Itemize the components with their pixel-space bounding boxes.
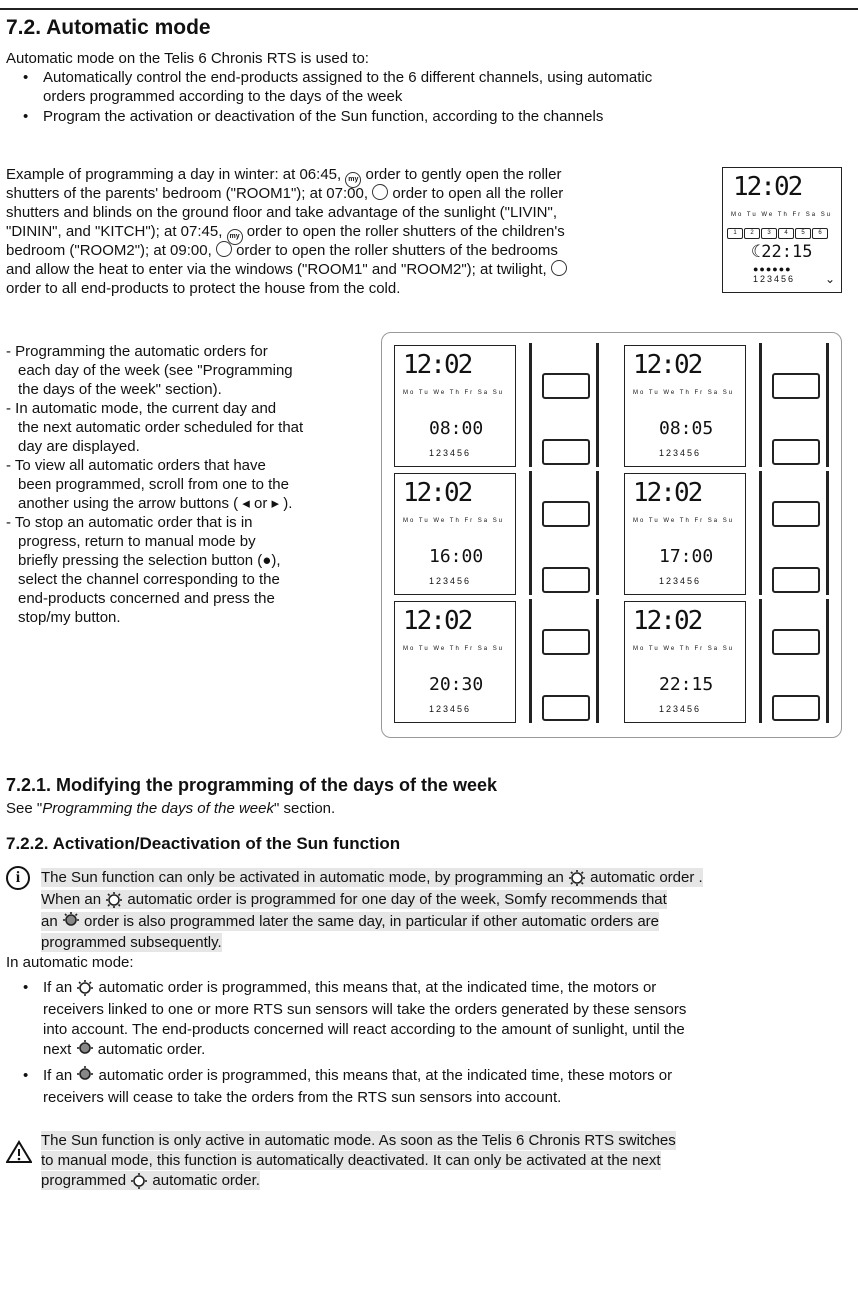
note-line: briefly pressing the selection button (●), (18, 552, 281, 569)
lcd-dots: ●●●●●● (753, 264, 792, 274)
screen-order-time: 08:00 (429, 418, 484, 439)
remote-hand-illustration (759, 343, 829, 467)
channel-tab: 2 (744, 228, 760, 239)
bullet-1-line1: Automatically control the end-products assigned to the 6 different channels, using automatic (43, 69, 653, 86)
chevron-down-icon: ⌄ (824, 272, 835, 286)
lcd-sub-value: 22:15 (761, 242, 813, 262)
info-text: an (41, 913, 58, 930)
display-screen (394, 601, 516, 723)
remote-button (772, 439, 820, 465)
example-line-3: shutters and blinds on the ground floor and take advantage of the sunlight ("LIVIN", (6, 204, 558, 221)
s721-post: " section. (273, 800, 336, 817)
ex-text: order to gently open the roller (365, 166, 562, 183)
info-text: When an (41, 891, 102, 908)
warning-icon (6, 1140, 32, 1164)
display-screen (394, 473, 516, 595)
channel-tab: 6 (812, 228, 828, 239)
s722-bullet-1-line1: • If an automatic order is programmed, this means that, at the indicated time, the motors or (23, 979, 657, 996)
remote-button (772, 501, 820, 527)
ex-text: order to open the roller shutters of the bedrooms (236, 242, 558, 259)
section-title: 7.2. Automatic mode (6, 16, 211, 39)
example-line-6 (6, 260, 567, 279)
screen-time: 12:02 (403, 606, 472, 636)
in-auto-label: In automatic mode: (6, 954, 134, 971)
s722-bullet-1-line4 (43, 1040, 205, 1059)
info-text: order is also programmed later the same day, in particular if other automatic orders are (84, 913, 660, 930)
b2-text: If an (43, 1067, 73, 1084)
down-circle-icon (551, 260, 567, 276)
sun-off-icon (62, 912, 80, 930)
note-line: the days of the week" section). (18, 381, 222, 398)
sun-on-icon (568, 868, 586, 886)
sun-on-icon (105, 890, 123, 908)
screen-channels: 123456 (429, 576, 472, 586)
screen-channels: 123456 (429, 704, 472, 714)
screen-time: 12:02 (633, 606, 702, 636)
subsection-title-722: 7.2.2. Activation/Deactivation of the Sun function (6, 834, 401, 853)
sun-off-icon (76, 1040, 94, 1058)
b1-text: automatic order is programmed, this means that, at the indicated time, the motors or (98, 979, 657, 996)
lcd-channel-row (727, 228, 828, 239)
bullet-1: • Automatically control the end-products assigned to the 6 different channels, using automatic (23, 69, 653, 86)
note-line: each day of the week (see "Programming (18, 362, 293, 379)
remote-hand-illustration (529, 599, 599, 723)
remote-hand-illustration (759, 599, 829, 723)
info-icon: i (6, 866, 30, 890)
screen-days: Mo Tu We Th Fr Sa Su (633, 390, 735, 396)
up-circle-icon (216, 241, 232, 257)
lcd-display-example (722, 167, 842, 293)
remote-button (772, 373, 820, 399)
info-line-1 (41, 868, 703, 887)
channel-tab: 4 (778, 228, 794, 239)
screen-channels: 123456 (429, 448, 472, 458)
warn-line-1: The Sun function is only active in automatic mode. As soon as the Telis 6 Chronis RTS switches (41, 1132, 676, 1149)
remote-button (542, 695, 590, 721)
screen-time: 12:02 (403, 478, 472, 508)
ex-text: bedroom ("ROOM2"); at 09:00, (6, 242, 212, 259)
ex-text: shutters of the parents' bedroom ("ROOM1"); at 07:00, (6, 185, 369, 202)
note-line: stop/my button. (18, 609, 121, 626)
s721-text (6, 799, 335, 818)
warn-text: automatic order. (152, 1172, 260, 1189)
note-line: - To stop an automatic order that is in (6, 514, 253, 531)
display-screen (624, 473, 746, 595)
remote-button (542, 373, 590, 399)
remote-hand-illustration (529, 343, 599, 467)
info-text: automatic order . (590, 869, 703, 886)
screen-days: Mo Tu We Th Fr Sa Su (403, 518, 505, 524)
channel-tab: 5 (795, 228, 811, 239)
remote-button (772, 567, 820, 593)
lcd-sub-time: ☾22:15 (751, 242, 813, 262)
bullet-2: • Program the activation or deactivation of the Sun function, according to the channels (23, 108, 604, 125)
ex-text: order to open the roller shutters of the children's (246, 223, 565, 240)
screen-days: Mo Tu We Th Fr Sa Su (633, 646, 735, 652)
remote-button (772, 629, 820, 655)
s721-link-text: Programming the days of the week (42, 800, 274, 817)
info-line-4: programmed subsequently. (41, 934, 222, 951)
top-rule (0, 8, 858, 10)
screen-time: 12:02 (403, 350, 472, 380)
note-line: day are displayed. (18, 438, 140, 455)
note-line: progress, return to manual mode by (18, 533, 256, 550)
example-line-7: order to all end-products to protect the house from the cold. (6, 280, 401, 297)
note-line: select the channel corresponding to the (18, 571, 280, 588)
b2-text: automatic order is programmed, this means that, at the indicated time, these motors or (98, 1067, 673, 1084)
ex-text: order to open all the roller (392, 185, 564, 202)
sun-off-icon (76, 1066, 94, 1084)
screen-order-time: 17:00 (659, 546, 714, 567)
display-screen (624, 601, 746, 723)
my-icon: my (345, 172, 361, 188)
remote-button (542, 439, 590, 465)
remote-button (772, 695, 820, 721)
screen-order-time: 20:30 (429, 674, 484, 695)
info-text: automatic order is programmed for one day of the week, Somfy recommends that (127, 891, 667, 908)
note-line: the next automatic order scheduled for that (18, 419, 304, 436)
display-screen (624, 345, 746, 467)
b1-text: automatic order. (97, 1041, 206, 1058)
screen-order-time: 08:05 (659, 418, 714, 439)
bullet-1-line2: orders programmed according to the days of the week (43, 88, 403, 105)
screen-time: 12:02 (633, 478, 702, 508)
note-line: - In automatic mode, the current day and (6, 400, 277, 417)
info-line-2 (41, 890, 667, 909)
ex-text: Example of programming a day in winter: at 06:45, (6, 166, 342, 183)
s722-bullet-1-line2: receivers linked to one or more RTS sun sensors will take the orders generated by these sensors (43, 1001, 687, 1018)
warn-line-2: to manual mode, this function is automatically deactivated. It can only be activated at the next (41, 1152, 661, 1169)
s721-pre: See " (6, 800, 43, 817)
b1-text: next (43, 1041, 72, 1058)
ex-text: and allow the heat to enter via the windows ("ROOM1" and "ROOM2"); at twilight, (6, 261, 547, 278)
screen-days: Mo Tu We Th Fr Sa Su (633, 518, 735, 524)
info-line-3 (41, 912, 659, 931)
screen-days: Mo Tu We Th Fr Sa Su (403, 390, 505, 396)
note-line: another using the arrow buttons ( ◂ or ▸ ). (18, 495, 293, 512)
screen-time: 12:02 (633, 350, 702, 380)
screen-channels: 123456 (659, 704, 702, 714)
remote-button (542, 567, 590, 593)
warn-text: programmed (41, 1172, 127, 1189)
remote-hand-illustration (529, 471, 599, 595)
note-line: - Programming the automatic orders for (6, 343, 268, 360)
ex-text: "DININ", and "KITCH"); at 07:45, (6, 223, 223, 240)
screen-order-time: 16:00 (429, 546, 484, 567)
note-line: been programmed, scroll from one to the (18, 476, 289, 493)
screen-channels: 123456 (659, 448, 702, 458)
info-text: The Sun function can only be activated in automatic mode, by programming an (41, 869, 564, 886)
s722-bullet-2-line2: receivers will cease to take the orders from the RTS sun sensors into account. (43, 1089, 562, 1106)
b1-text: If an (43, 979, 73, 996)
sun-on-icon (130, 1171, 148, 1189)
remote-button (542, 629, 590, 655)
channel-tab: 3 (761, 228, 777, 239)
screen-channels: 123456 (659, 576, 702, 586)
intro-text: Automatic mode on the Telis 6 Chronis RTS is used to: (6, 50, 369, 67)
lcd-channel-numbers: 123456 (753, 274, 796, 284)
illustration-panel (381, 332, 842, 738)
remote-hand-illustration (759, 471, 829, 595)
s722-bullet-1-line3: into account. The end-products concerned will react according to the amount of sunlight, until the (43, 1021, 685, 1038)
example-line-2 (6, 184, 563, 203)
note-line: - To view all automatic orders that have (6, 457, 266, 474)
remote-button (542, 501, 590, 527)
subsection-title-721: 7.2.1. Modifying the programming of the days of the week (6, 775, 498, 795)
display-screen (394, 345, 516, 467)
warn-line-3 (41, 1171, 260, 1190)
note-line: end-products concerned and press the (18, 590, 275, 607)
my-icon: my (227, 229, 243, 245)
up-circle-icon (372, 184, 388, 200)
screen-days: Mo Tu We Th Fr Sa Su (403, 646, 505, 652)
screen-order-time: 22:15 (659, 674, 714, 695)
bullet-2-line: Program the activation or deactivation of the Sun function, according to the channels (43, 108, 604, 125)
channel-tab: 1 (727, 228, 743, 239)
lcd-days: Mo Tu We Th Fr Sa Su (731, 212, 833, 218)
sun-on-icon (76, 978, 94, 996)
example-line-5 (6, 241, 558, 260)
lcd-time: 12:02 (733, 172, 802, 202)
s722-bullet-2-line1: • If an automatic order is programmed, this means that, at the indicated time, these motors or (23, 1067, 673, 1084)
